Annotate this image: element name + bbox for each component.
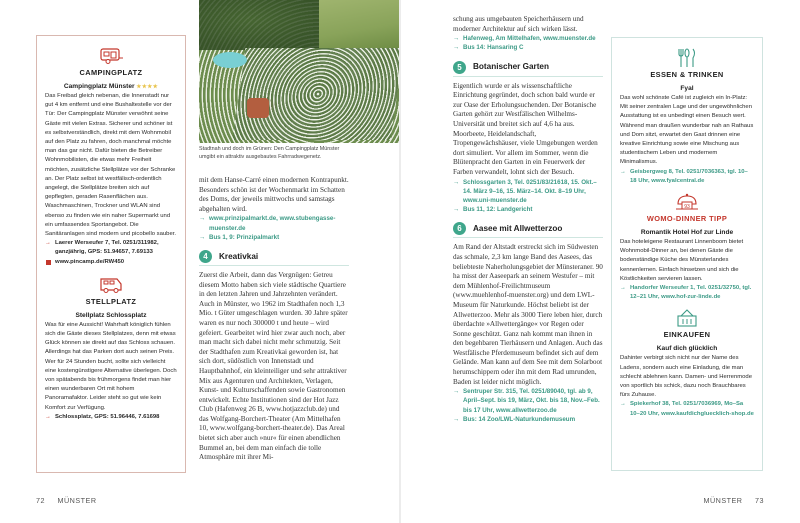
arrow-icon: →: [199, 233, 206, 241]
stellplatz-info: [45, 413, 177, 422]
section-number-badge: 5: [453, 61, 466, 74]
column2-link-web-text[interactable]: www.prinzipalmarkt.de, www.stubengasse-muenster.de: [209, 215, 336, 232]
section-title: Aasee mit Allwetterzoo: [473, 224, 563, 234]
essen-heading: ESSEN & TRINKEN: [650, 70, 724, 79]
column3-link-web-text[interactable]: Hafenweg, Am Mittelhafen, www.muenster.de: [463, 35, 596, 43]
aasee-info[interactable]: [453, 387, 603, 415]
einkaufen-heading: EINKAUFEN: [663, 330, 711, 340]
einkaufen-body: Dahinter verbirgt sich nicht nur der Name des Ladens, sondern auch eine Einladung, die man schlecht ablehnen kann. Damen- und Herrenmode von sportlich bis schick, dazu noch Brauchbares fürs Zuhause.: [620, 355, 752, 399]
running-head-left: MÜNSTER: [57, 496, 97, 505]
photo-fields: [319, 0, 399, 48]
aasee-body: Am Rand der Altstadt erstreckt sich im Südwesten das schmale, 2,3 km lange Band des Aasees, das beliebteste Naherholungsgebiet der Münsteraner. 90 ha misst der Aaseepark an seinem Westufer – mit dem Mühlenhof-Freilichtmuseum (www.muehlenhof-muenster.org) und dem LWL-Museum für Naturkunde. Höchst beliebt ist der Allwetterzoo. Mehr als 3000 Tiere leben hier, durch überdachte »Allwettergänge« vor Regen oder Sonne geschützt. Ganz nah kommt man ihnen in den begehbaren Tierhäusern und Anlagen. Auch das Westfälische Pferdemuseum befindet sich auf dem Gelände. Man kann auf dem See mit dem Solarboot herumschippern oder ihn mit dem Rad umrunden, Baden ist leider nicht möglich.: [453, 243, 603, 386]
botanischer-garten-bus: [453, 205, 603, 214]
photo-pool: [213, 52, 247, 68]
einkaufen-info-text[interactable]: Spiekerhof 38, Tel. 0251/7036969, Mo–Sa 10–20 Uhr, www.kaufdichgluecklich-shop.de: [630, 401, 754, 417]
page-number-right: 73: [755, 496, 764, 505]
folio-right: [693, 496, 764, 505]
section-number-badge: 4: [199, 250, 212, 263]
page-gutter: [399, 0, 401, 523]
section-head-aasee: [453, 222, 603, 238]
column3-intro: schung aus umgebauten Speicherhäusern und moderner Architektur auf sich wirken lässt.: [453, 15, 584, 33]
arrow-icon: →: [453, 206, 460, 214]
caravan-icon: [98, 46, 124, 66]
botanischer-garten-body: Eigentlich wurde er als wissenschaftliche Einrichtung gegründet, doch schon bald wurde er zur Oase der Erholungsuchenden. Der Botanische Garten gehört zur Westfälischen Wilhelms-Universität und breitet sich auf 4,6 ha aus. Moorbeete, Heidelandschaft, Tropengewächshäuser, viele Umgebungen werden dort simuliert. Vor allem im Sommer, wenn die Blütenpracht den Garten in ein Feuerwerk der Farben verwandelt, lohnt sich der Besuch.: [453, 81, 598, 176]
star-rating: ★★★★: [136, 84, 159, 90]
arrow-icon: →: [453, 388, 460, 396]
cutlery-icon: [674, 48, 700, 68]
stellplatz-info-text: Schlossplatz, GPS: 51.96446, 7.61698: [55, 413, 160, 420]
womo-body: Das hoteleigene Restaurant Linnenboom bietet Wohnmobil-Dinner an, bei denen Gäste die bodenständige Küche des Münsterlandes kennenlernen. Einfach hinsetzen und sich die Köstlichkeiten servieren lassen.: [620, 239, 744, 282]
motorhome-icon: [98, 275, 124, 295]
section-head-botanischer-garten: [453, 61, 603, 77]
campingplatz-web[interactable]: [45, 258, 177, 267]
photo-caption: Stadtnah und doch im Grünen: Den Campingplatz Münster umgibt ein attraktiv ausgebautes Fahrradwegenetz.: [199, 146, 340, 160]
section-number-badge: 6: [453, 222, 466, 235]
photo-forest: [199, 0, 329, 50]
arrow-icon: →: [453, 35, 460, 43]
botanischer-garten-bus-text: Bus 11, 12: Landgericht: [463, 206, 533, 214]
camping-sidebar-box: [36, 35, 186, 473]
page-number-left: 72: [36, 496, 45, 505]
city-tips-sidebar-box: [611, 37, 763, 471]
stellplatz-title: Stellplatz Schlossplatz: [75, 311, 147, 319]
campingplatz-web-link[interactable]: www.pincamp.de/RW450: [55, 258, 125, 265]
column2-link-bus: [199, 233, 349, 242]
shopping-basket-icon: [674, 308, 700, 328]
campingplatz-body: Das Freibad gleich nebenan, die Innenstadt nur gut 4 km entfernt und eine Bushaltestelle vor der Tür: Der Campingplatz Münster verwöhnt seine Gäste mit vielen Extras. Sicherer und schöner ist es selbstverständlich, direkt mit dem Wohnmobil auf den Platz zu fahren, doch manchmal möchte man das gar nicht. Dafür bieten die Betreiber Wohnmobilisten, die etwas mehr Freiheit möchten, zusätzliche Stellplätze vor der Schranke an. Der Platz selbst ist westfälisch-ordentlich angelegt, die Stellplätze breiten sich auf gepflegten, geraden Rasenflächen aus. Waschmaschinen, Trockner und WLAN sind ebenso zu finden wie ein naher Supermarkt und ein umfassendes Sportangebot. Die Sanitäranlagen sind modern und picobello sauber.: [45, 93, 176, 238]
womo-heading: WOMO-DINNER TIPP: [646, 214, 728, 224]
column2-link-web[interactable]: [199, 214, 349, 232]
web-bullet-icon: [46, 260, 51, 265]
campingplatz-title: [45, 83, 177, 90]
aerial-campsite-photo: [199, 0, 399, 143]
botanischer-garten-info-text[interactable]: Schlossgarten 3, Tel. 0251/83/21618, 15. Okt.–14. März 9–16, 15. März–14. Okt. 8–19 Uhr, www.uni-muenster.de: [463, 178, 597, 204]
photo-roofs: [247, 98, 269, 118]
stellplatz-heading: STELLPLATZ: [85, 296, 137, 306]
photo-campsite: [233, 48, 399, 140]
cloche-icon: [674, 192, 700, 212]
main-column-left: [199, 176, 349, 463]
campingplatz-info: [45, 239, 177, 257]
column2-link-bus-text: Bus 1, 9: Prinzipalmarkt: [209, 233, 280, 241]
einkaufen-info[interactable]: [620, 400, 754, 418]
arrow-icon: →: [453, 415, 460, 423]
column3-link-web[interactable]: [453, 34, 603, 43]
folio-left: [36, 496, 107, 505]
campingplatz-name: Campingplatz Münster: [63, 83, 135, 90]
womo-title: Romantik Hotel Hof zur Linde: [640, 229, 734, 237]
column3-link-bus-text: Bus 14: Hansaring C: [463, 44, 524, 52]
section-head-kreativkai: [199, 250, 349, 266]
essen-info[interactable]: [620, 168, 754, 186]
womo-info[interactable]: [620, 284, 754, 302]
arrow-icon: →: [45, 240, 51, 247]
aasee-bus: [453, 415, 603, 424]
column3-link-bus: [453, 43, 603, 52]
arrow-icon: →: [620, 401, 626, 408]
botanischer-garten-info[interactable]: [453, 178, 603, 206]
arrow-icon: →: [199, 215, 206, 223]
arrow-icon: →: [453, 178, 460, 186]
campingplatz-heading: CAMPINGPLATZ: [79, 68, 143, 77]
arrow-icon: →: [620, 168, 626, 175]
campingplatz-info-text: Laerer Werseufer 7, Tel. 0251/311982, ganzjährig, GPS: 51.94657, 7.69133: [55, 240, 159, 256]
aasee-info-text[interactable]: Sentruper Str. 315, Tel. 0251/89040, tgl. ab 9, April–Sept. bis 19, März, Okt. bis 18, Nov.–Feb. bis 17 Uhr, www.allwetterzoo.de: [463, 388, 600, 414]
main-column-right: [453, 15, 603, 424]
section-title: Kreativkai: [219, 251, 259, 261]
womo-info-text[interactable]: Handorfer Werseufer 1, Tel. 0251/32750, tgl. 12–21 Uhr, www.hof-zur-linde.de: [630, 285, 752, 301]
aasee-bus-text: Bus: 14 Zoo/LWL-Naturkundemuseum: [463, 415, 576, 423]
essen-info-text[interactable]: Geisbergweg 8, Tel. 0251/7036363, tgl. 10–18 Uhr, www.fyalcentral.de: [630, 168, 748, 184]
section-title: Botanischer Garten: [473, 62, 549, 72]
svg-text:93: 93: [684, 204, 690, 211]
arrow-icon: →: [453, 44, 460, 52]
essen-title: Fyal: [680, 85, 694, 92]
column2-intro: mit dem Hanse-Carré einen modernen Kontrapunkt. Besonders schön ist der Wochenmarkt im Schatten des Doms, der jeweils mittwochs und samstags abgehalten wird.: [199, 176, 349, 213]
arrow-icon: →: [45, 413, 51, 420]
stellplatz-body: Was für eine Aussicht! Wahrhaft königlich fühlen sich die Gäste dieses Stellplatzes, denn mit etwas Glück können sie direkt auf das Schloss schauen. Allerdings hat das Parken dort auch seinen Preis. Wer für 24 Stunden bucht, sollte sich vielleicht eine kostengünstigere Alternative überlegen. Doch von spätabends bis frühmorgens findet man hier einen wunderbaren Ort mit hohem Panoramafaktor. Leider steht so gut wie kein Komfort zur Verfügung.: [45, 321, 177, 411]
kreativkai-body: Zuerst die Arbeit, dann das Vergnügen: Getreu diesem Motto haben sich viele städtische Quartiere in den letzten Jahren und Jahrzehnten verändert. Auch in Münster, wo 1962 im Stadthafen noch 1,3 Mio. t Güter umgeschlagen wurden. 30 Jahre später waren es nur noch 300000 t und heute – wird gefeiert. Gearbeitet wird hier zwar auch noch, aber man macht sich dabei nicht mehr schmutzig. Seit der Stadthafen zum Kreativkai geworden ist, hat sich dort, südöstlich von Innenstadt und Hauptbahnhof, ein kleinteiliger und sehr attraktiver Mix aus Agenturen und Architekten, Verlagen, Kunst- und Kulturschaffenden sowie Gastronomen entwickelt. Echte Institutionen sind der Hot Jazz Club (Hafenweg 26 B, www.hotjazzclub.de) und das Wolfgang-Borchert-Theater (Am Mittelhafen 10, www.wolfgang-borchert-theater.de). Das Areal bietet sich aber auch »nur« für einen abendlichen Bummel an, bei dem man einfach die tolle Atmosphäre mit ihrer Mi-: [199, 270, 348, 462]
essen-body: Das wohl schönste Café ist zugleich ein In-Platz: Mit seiner zentralen Lage und der ungewöhnlichen Ausstattung ist es unbedingt einen Besuch wert. Während man draußen wunderbar nah an Rathaus und Dom sitzt, erwartet den Gast drinnen eine kreative Einrichtung sowie eine Mischung aus studentischem Leben und modernem Minimalismus.: [620, 95, 754, 166]
einkaufen-title: Kauf dich glücklich: [656, 345, 718, 353]
running-head-right: MÜNSTER: [703, 496, 743, 505]
arrow-icon: →: [620, 285, 626, 292]
